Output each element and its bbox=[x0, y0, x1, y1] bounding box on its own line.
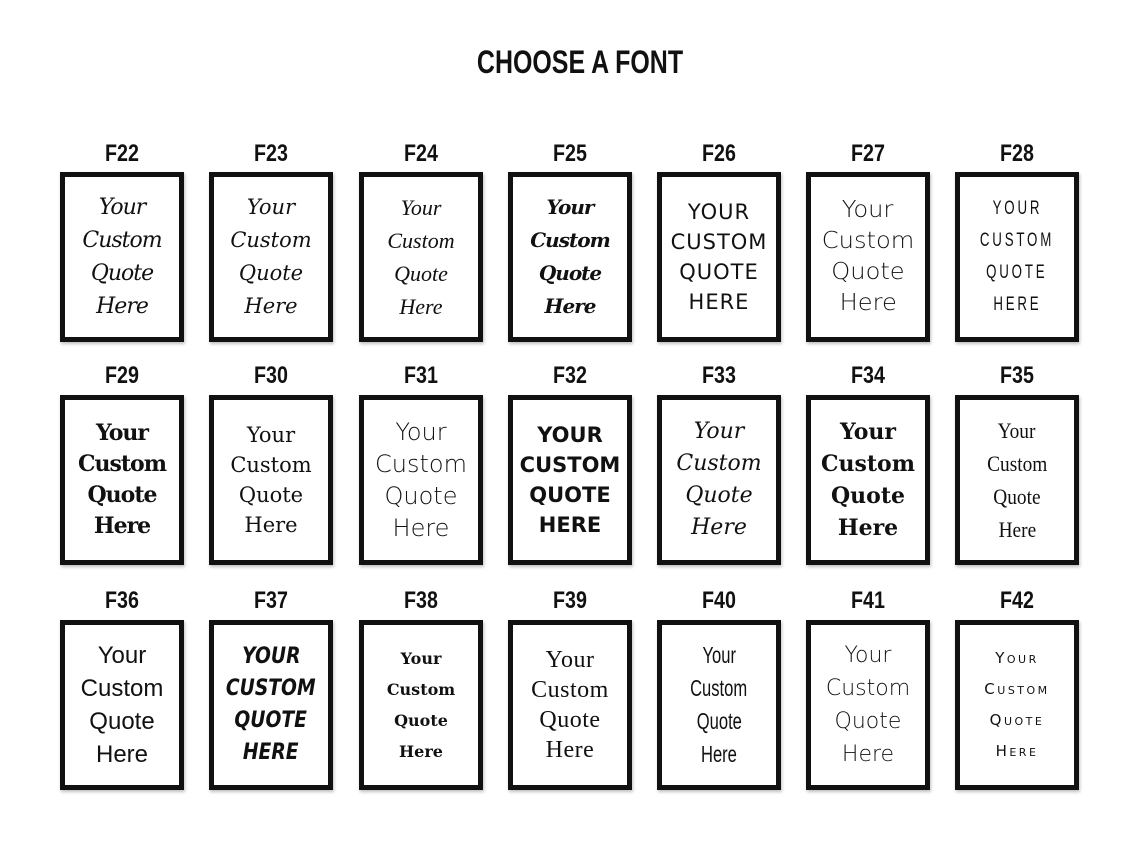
quote-line: Quote bbox=[384, 482, 458, 510]
font-code: F24 bbox=[404, 140, 438, 167]
quote-frame[interactable] bbox=[955, 172, 1079, 342]
quote-line: Custom bbox=[530, 228, 610, 252]
font-code: F26 bbox=[702, 140, 736, 167]
quote-frame[interactable] bbox=[508, 620, 632, 790]
quote-line: Quote bbox=[394, 261, 448, 286]
quote-line: Quote bbox=[87, 482, 157, 508]
font-code: F37 bbox=[254, 587, 288, 614]
quote-line: Your bbox=[98, 195, 146, 220]
quote-frame[interactable] bbox=[209, 620, 333, 790]
quote-line: Custom bbox=[375, 450, 467, 478]
font-code: F40 bbox=[702, 587, 736, 614]
quote-line: QUOTE bbox=[679, 260, 759, 284]
quote-line: Quote bbox=[831, 483, 905, 509]
quote-frame[interactable] bbox=[657, 172, 781, 342]
quote-line: Here bbox=[95, 741, 149, 768]
quote-line: Quote bbox=[696, 708, 742, 734]
quote-frame[interactable] bbox=[806, 395, 930, 565]
quote-line: Here bbox=[392, 514, 450, 542]
quote-line: Your bbox=[998, 418, 1036, 443]
quote-line: HERE bbox=[688, 290, 750, 314]
quote-line: Custom bbox=[821, 228, 915, 254]
font-code: F39 bbox=[553, 587, 587, 614]
quote-line: Quote bbox=[89, 708, 155, 735]
quote-line: CUSTOM bbox=[519, 453, 621, 477]
quote-line: Quote bbox=[238, 483, 304, 507]
quote-line: YOUR bbox=[687, 200, 751, 224]
quote-frame[interactable] bbox=[60, 172, 184, 342]
quote-line: Here bbox=[841, 742, 895, 767]
quote-line: Your bbox=[400, 195, 442, 220]
quote-line: Your bbox=[400, 649, 442, 668]
quote-line: HERE bbox=[243, 740, 299, 765]
quote-frame[interactable] bbox=[955, 395, 1079, 565]
quote-line: Here bbox=[995, 742, 1039, 760]
quote-line: QUOTE bbox=[986, 262, 1048, 283]
quote-line: Your bbox=[395, 418, 447, 446]
quote-line: Your bbox=[97, 642, 147, 669]
quote-line: HERE bbox=[992, 294, 1042, 315]
quote-line: Here bbox=[998, 517, 1036, 542]
font-code: F32 bbox=[553, 362, 587, 389]
font-code: F33 bbox=[702, 362, 736, 389]
quote-line: Here bbox=[399, 742, 443, 761]
quote-frame[interactable] bbox=[209, 395, 333, 565]
quote-frame[interactable] bbox=[359, 395, 483, 565]
quote-line: Quote bbox=[539, 707, 601, 733]
quote-frame[interactable] bbox=[806, 620, 930, 790]
quote-line: Here bbox=[544, 294, 596, 318]
quote-line: QUOTE bbox=[234, 708, 308, 733]
font-code: F25 bbox=[553, 140, 587, 167]
quote-line: Your bbox=[546, 195, 594, 219]
quote-frame[interactable] bbox=[657, 620, 781, 790]
quote-line: Your bbox=[693, 419, 745, 444]
quote-line: CUSTOM bbox=[226, 676, 316, 701]
quote-line: Custom bbox=[77, 451, 166, 477]
quote-line: YOUR bbox=[537, 423, 603, 447]
quote-line: CUSTOM bbox=[670, 230, 768, 254]
quote-frame[interactable] bbox=[508, 172, 632, 342]
quote-line: Quote bbox=[989, 711, 1045, 729]
quote-frame[interactable] bbox=[508, 395, 632, 565]
quote-frame[interactable] bbox=[60, 395, 184, 565]
quote-line: Here bbox=[691, 515, 747, 540]
quote-frame[interactable] bbox=[209, 172, 333, 342]
quote-frame[interactable] bbox=[359, 620, 483, 790]
quote-line: YOUR bbox=[241, 644, 301, 669]
page-title: CHOOSE A FONT bbox=[476, 44, 684, 80]
quote-frame[interactable] bbox=[359, 172, 483, 342]
quote-line: Quote bbox=[831, 259, 905, 285]
quote-line: Here bbox=[399, 294, 443, 319]
quote-line: Custom bbox=[230, 228, 312, 252]
font-code: F35 bbox=[1000, 362, 1034, 389]
quote-line: Custom bbox=[676, 451, 762, 476]
quote-line: Custom bbox=[986, 451, 1048, 476]
quote-line: Your bbox=[246, 195, 296, 219]
font-code: F38 bbox=[404, 587, 438, 614]
font-code: F27 bbox=[851, 140, 885, 167]
quote-line: Your bbox=[995, 649, 1039, 667]
quote-line: Custom bbox=[230, 453, 312, 477]
quote-line: Your bbox=[246, 423, 296, 447]
quote-line: Quote bbox=[685, 483, 753, 508]
quote-line: Custom bbox=[82, 228, 162, 253]
quote-line: Here bbox=[839, 290, 897, 316]
font-code: F31 bbox=[404, 362, 438, 389]
quote-line: Custom bbox=[690, 675, 748, 701]
quote-frame[interactable] bbox=[657, 395, 781, 565]
font-code: F29 bbox=[105, 362, 139, 389]
quote-frame[interactable] bbox=[60, 620, 184, 790]
quote-frame[interactable] bbox=[955, 620, 1079, 790]
font-code: F41 bbox=[851, 587, 885, 614]
font-code: F36 bbox=[105, 587, 139, 614]
quote-frame[interactable] bbox=[806, 172, 930, 342]
quote-line: Your bbox=[545, 647, 595, 673]
quote-line: Here bbox=[545, 737, 595, 763]
quote-line: Custom bbox=[80, 675, 164, 702]
font-code: F30 bbox=[254, 362, 288, 389]
font-code: F22 bbox=[105, 140, 139, 167]
font-code: F23 bbox=[254, 140, 288, 167]
quote-line: Quote bbox=[394, 711, 448, 730]
quote-line: Quote bbox=[238, 261, 304, 285]
font-code: F34 bbox=[851, 362, 885, 389]
quote-line: Here bbox=[244, 294, 298, 318]
quote-line: Your bbox=[842, 197, 894, 223]
quote-line: Your bbox=[839, 419, 897, 445]
quote-line: Custom bbox=[531, 677, 609, 703]
quote-line: Quote bbox=[538, 261, 602, 285]
quote-line: CUSTOM bbox=[979, 230, 1055, 251]
quote-line: HERE bbox=[538, 513, 602, 537]
quote-line: Quote bbox=[90, 261, 154, 286]
quote-line: Your bbox=[844, 643, 892, 668]
quote-line: Your bbox=[702, 642, 736, 668]
quote-line: Custom bbox=[820, 451, 915, 477]
quote-line: Quote bbox=[834, 709, 902, 734]
quote-line: Quote bbox=[993, 484, 1041, 509]
quote-line: QUOTE bbox=[529, 483, 611, 507]
quote-line: Your bbox=[95, 420, 149, 446]
quote-line: Here bbox=[837, 515, 899, 541]
quote-line: Here bbox=[244, 513, 298, 537]
quote-line: Here bbox=[96, 294, 148, 319]
quote-line: Custom bbox=[984, 680, 1050, 698]
quote-line: Here bbox=[93, 513, 151, 539]
font-code: F42 bbox=[1000, 587, 1034, 614]
quote-line: Custom bbox=[386, 680, 456, 699]
quote-line: YOUR bbox=[992, 198, 1042, 219]
quote-line: Custom bbox=[387, 228, 455, 253]
font-code: F28 bbox=[1000, 140, 1034, 167]
quote-line: Custom bbox=[825, 676, 911, 701]
quote-line: Here bbox=[701, 741, 737, 767]
